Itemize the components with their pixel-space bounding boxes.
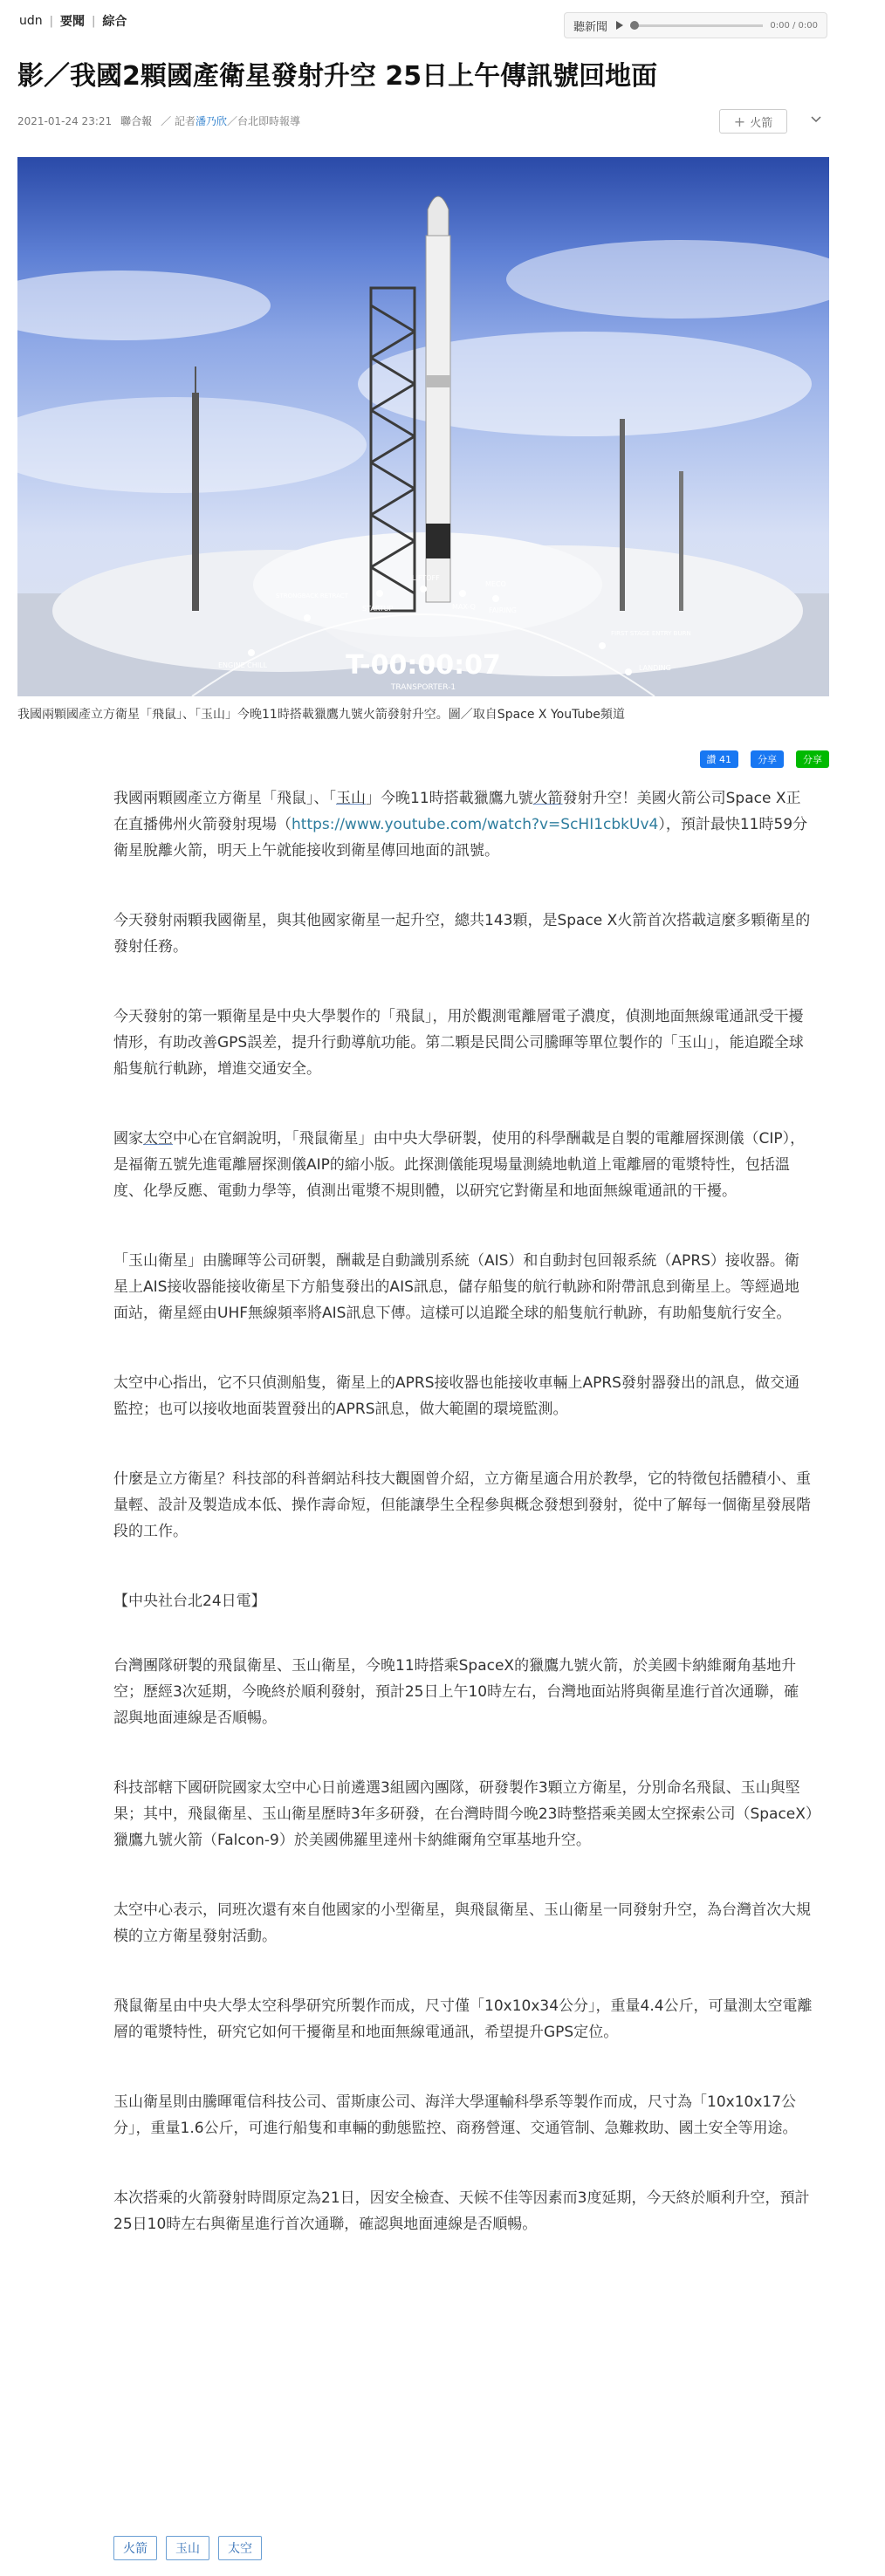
hero-event-label: LIFTOFF bbox=[412, 574, 440, 582]
hero-event-label: MAX-Q bbox=[452, 603, 476, 611]
hero-event-label: FIRST STAGE ENTRY BURN bbox=[611, 630, 691, 637]
page-title: 影／我國2顆國產衛星發射升空 25日上午傳訊號回地面 bbox=[17, 61, 658, 92]
hero-illustration bbox=[17, 157, 829, 696]
author-prefix: ／ 記者 bbox=[161, 115, 196, 127]
breadcrumb-site[interactable]: udn bbox=[19, 14, 43, 28]
hero-event-label: FAIRING bbox=[489, 606, 517, 614]
like-label: 讚 41 bbox=[706, 754, 731, 765]
chevron-down-icon[interactable] bbox=[810, 113, 822, 126]
tag-list bbox=[113, 2536, 262, 2560]
keyword-link[interactable]: 火箭 bbox=[532, 790, 563, 807]
text-span: 我國兩顆國產立方衛星「飛鼠」、「 bbox=[113, 790, 336, 807]
audio-player bbox=[564, 12, 827, 38]
paragraph: 科技部轄下國研院國家太空中心日前遴選3組國內團隊，研發製作3顆立方衛星，分別命名飛鼠、玉山與堅果；其中，飛鼠衛星、玉山衛星歷時3年多研發，在台灣時間今晚23時整搭乘美國太空探索公司（SpaceX）獵鷹九號火箭（Falcon-9）於美國佛羅里達州卡納維爾角空軍基地升空。 bbox=[113, 1779, 813, 1849]
play-icon[interactable] bbox=[616, 21, 623, 30]
paragraph: 飛鼠衛星由中央大學太空科學研究所製作而成，尺寸僅「10x10x34公分」，重量4.4公斤，可量測太空電離層的電漿特性，研究它如何干擾衛星和地面無線電通訊，希望提升GPS定位。 bbox=[113, 1997, 813, 2041]
paragraph: 玉山衛星則由騰暉電信科技公司、雷斯康公司、海洋大學運輸科學系等製作而成，尺寸為「10x10x17公分」，重量1.6公斤，可進行船隻和車輛的動態監控、商務營運、交通管制、急難救助、國土安全等用途。 bbox=[113, 2093, 798, 2137]
paragraph: 「玉山衛星」由騰暉等公司研製，酬載是自動識別系統（AIS）和自動封包回報系統（APRS）接收器。衛星上AIS接收器能接收衛星下方船隻發出的AIS訊息，儲存船隻的航行軌跡和附帶訊息到衛星上。等經過地面站，衛星經由UHF無線頻率將AIS訊息下傳。這樣可以追蹤全球的船隻航行軌跡，有助船隻航行安全。 bbox=[113, 1252, 799, 1322]
line-label: 分享 bbox=[803, 754, 822, 765]
facebook-like-button[interactable] bbox=[700, 750, 739, 768]
hero-event-label: STARTUP bbox=[362, 605, 394, 613]
follow-tag-label: 火箭 bbox=[750, 116, 773, 130]
player-progress-track[interactable] bbox=[630, 24, 763, 27]
text-span: 」今晚11時搭載獵鷹九號 bbox=[366, 790, 533, 807]
article-body bbox=[113, 785, 813, 2281]
player-time: 0:00 / 0:00 bbox=[770, 20, 818, 31]
hero-event-label: ENGINE CHILL bbox=[218, 661, 268, 669]
paragraph: 本次搭乘的火箭發射時間原定為21日，因安全檢查、天候不佳等因素而3度延期，今天終於順利升空，預計25日10時左右與衛星進行首次通聯，確認與地面連線是否順暢。 bbox=[113, 2189, 810, 2233]
article-location: ／台北即時報導 bbox=[227, 115, 301, 127]
hero-countdown: T-00:00:07 bbox=[346, 650, 501, 681]
image-caption: 我國兩顆國產立方衛星「飛鼠」、「玉山」今晚11時搭載獵鷹九號火箭發射升空。圖／取自Space X YouTube頻道 bbox=[17, 708, 625, 722]
tag-link[interactable]: 太空 bbox=[218, 2536, 262, 2560]
line-share-button[interactable] bbox=[796, 750, 829, 768]
hero-event-label: MECO bbox=[485, 580, 506, 588]
author-link[interactable]: 潘乃欣 bbox=[195, 115, 227, 127]
hero-event-label: LANDING bbox=[639, 664, 671, 672]
paragraph: 太空中心表示，同班次還有來自他國家的小型衛星，與飛鼠衛星、玉山衛星一同發射升空，為台灣首次大規模的立方衛星發射活動。 bbox=[113, 1901, 811, 1945]
share-label: 分享 bbox=[758, 754, 777, 765]
text-span: ），預計最快11時59分衛星脫離火箭，明天上午就能接收到衛星傳回地面的訊號。 bbox=[113, 816, 808, 860]
breadcrumb-subsection[interactable]: 綜合 bbox=[102, 15, 127, 29]
hero-vehicle: TRANSPORTER-1 bbox=[390, 683, 456, 692]
share-bar bbox=[700, 750, 830, 768]
hero-image bbox=[17, 157, 829, 696]
article-source[interactable]: 聯合報 bbox=[120, 115, 153, 127]
paragraph bbox=[113, 785, 813, 864]
follow-tag-button[interactable] bbox=[719, 109, 787, 134]
breadcrumb-separator: | bbox=[49, 14, 54, 28]
text-span: 國家 bbox=[113, 1130, 143, 1148]
article-meta bbox=[17, 113, 309, 128]
tag-link[interactable]: 玉山 bbox=[166, 2536, 209, 2560]
breadcrumb-section[interactable]: 要聞 bbox=[60, 15, 86, 29]
youtube-link[interactable]: https://www.youtube.com/watch?v=ScHI1cbkUv4 bbox=[292, 816, 659, 833]
paragraph: 台灣團隊研製的飛鼠衛星、玉山衛星，今晚11時搭乘SpaceX的獵鷹九號火箭，於美國卡納維爾角基地升空；歷經3次延期，今晚終於順利發射，預計25日上午10時左右，台灣地面站將與衛星進行首次通聯，確認與地面連線是否順暢。 bbox=[113, 1657, 799, 1727]
hero-event-label: STRONGBACK RETRACT bbox=[276, 593, 348, 599]
breadcrumb bbox=[19, 12, 127, 30]
top-bar bbox=[17, 0, 829, 42]
keyword-link[interactable]: 太空 bbox=[143, 1130, 173, 1148]
paragraph: 今天發射兩顆我國衛星，與其他國家衛星一起升空，總共143顆，是Space X火箭首次搭載這麼多顆衛星的發射任務。 bbox=[113, 912, 811, 956]
text-span: 發射升空！美國火箭公司Space X正在直播佛州火箭發射現場（ bbox=[113, 790, 801, 833]
publish-date: 2021-01-24 23:21 bbox=[17, 114, 113, 127]
paragraph: 太空中心指出，它不只偵測船隻，衛星上的APRS接收器也能接收車輛上APRS發射器發出的訊息，做交通監控；也可以接收地面裝置發出的APRS訊息，做大範圍的環境監測。 bbox=[113, 1374, 799, 1418]
text-span: 中心在官網說明，「飛鼠衛星」由中央大學研製，使用的科學酬載是自製的電離層探測儀（CIP），是福衛五號先進電離層探測儀AIP的縮小版。此探測儀能現場量測繞地軌道上電離層的電漿特性，包括溫度、化學反應、電動力學等，偵測出電漿不規則體，以研究它對衛星和地面無線電通訊的干擾。 bbox=[113, 1130, 806, 1200]
paragraph: 【中央社台北24日電】 bbox=[113, 1593, 266, 1610]
keyword-link[interactable]: 玉山 bbox=[336, 790, 366, 807]
plus-icon: + bbox=[733, 113, 746, 130]
facebook-share-button[interactable] bbox=[751, 750, 784, 768]
tag-link[interactable]: 火箭 bbox=[113, 2536, 157, 2560]
paragraph bbox=[113, 1126, 813, 1204]
player-label: 聽新聞 bbox=[573, 20, 608, 34]
paragraph: 什麼是立方衛星？科技部的科普網站科技大觀園曾介紹，立方衛星適合用於教學，它的特徵包括體積小、重量輕、設計及製造成本低、操作壽命短，但能讓學生全程參與概念發想到發射，從中了解每一個衛星發展階段的工作。 bbox=[113, 1470, 811, 1540]
paragraph: 今天發射的第一顆衛星是中央大學製作的「飛鼠」，用於觀測電離層電子濃度，偵測地面無線電通訊受干擾情形，有助改善GPS誤差，提升行動導航功能。第二顆是民間公司騰暉等單位製作的「玉山」，能追蹤全球船隻航行軌跡，增進交通安全。 bbox=[113, 1008, 804, 1078]
breadcrumb-separator: | bbox=[92, 14, 96, 28]
player-knob[interactable] bbox=[630, 21, 639, 30]
